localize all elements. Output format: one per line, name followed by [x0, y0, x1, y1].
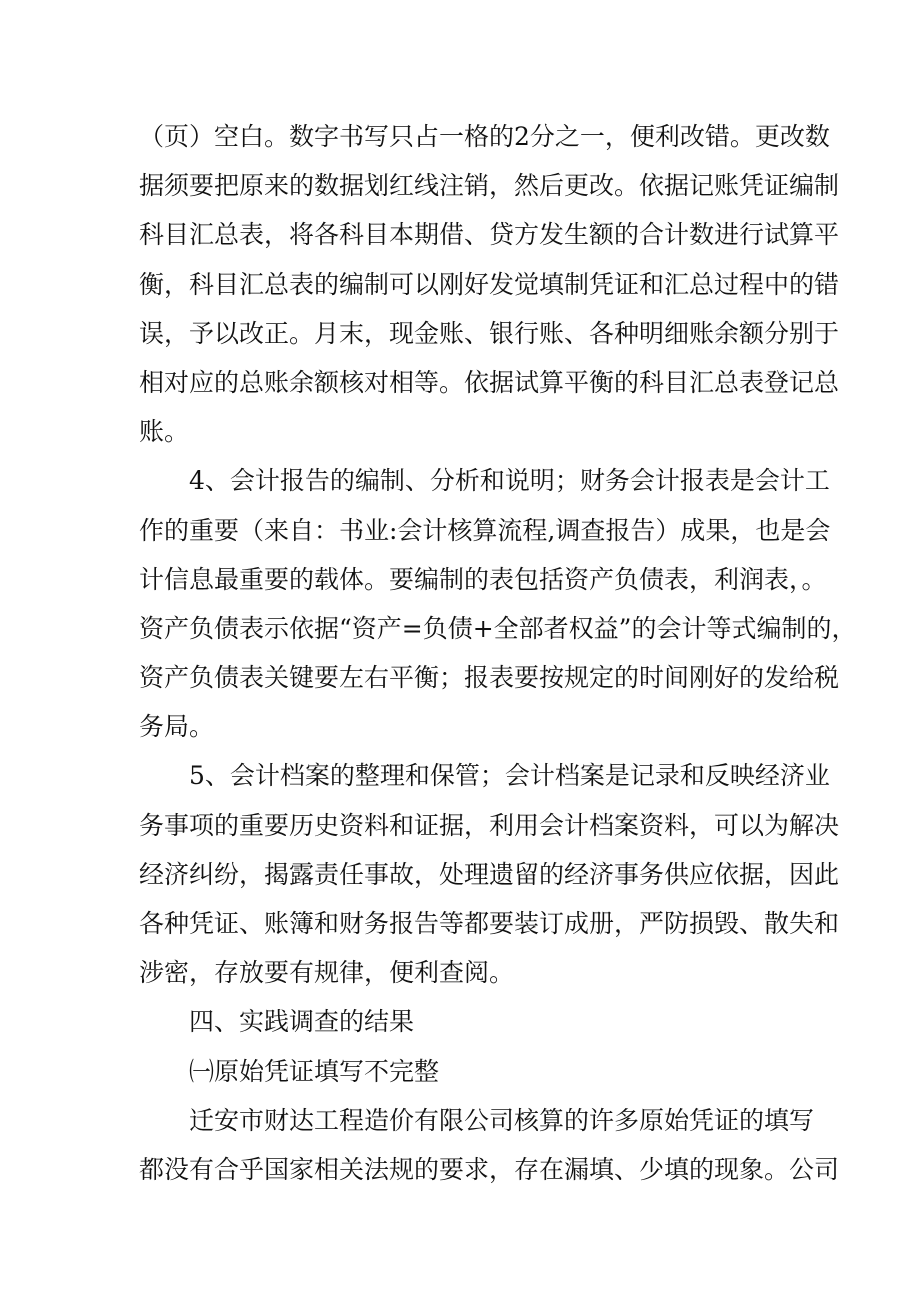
subheading-text: ㈠原始凭证填写不完整 [189, 1056, 440, 1086]
text-line: 各种凭证、账簿和财务报告等都要装订成册，严防损毁、散失和 [139, 909, 840, 938]
subsection-heading [139, 1047, 787, 1096]
text-line: 务事项的重要历史资料和证据，利用会计档案资料，可以为解决 [139, 810, 840, 840]
document-body [139, 112, 857, 1194]
paragraph-findings [139, 1096, 840, 1194]
text-line: 涉密，存放要有规律，便利查阅。 [139, 958, 515, 988]
paragraph-item-5 [139, 751, 840, 997]
paragraph-item-4 [139, 456, 857, 751]
section-heading [139, 997, 787, 1046]
text-line: 4、会计报告的编制、分析和说明；财务会计报表是会计工 [189, 466, 830, 496]
text-line: 据须要把原来的数据划红线注销，然后更改。依据记账凭证编制 [139, 171, 840, 201]
text-line: （页）空白。数字书写只占一格的2分之一，便利改错。更改数 [139, 122, 830, 151]
text-line: 衡，科目汇总表的编制可以刚好发觉填制凭证和汇总过程中的错 [139, 269, 840, 299]
text-line: 科目汇总表，将各科目本期借、贷方发生额的合计数进行试算平 [139, 220, 840, 250]
text-line: 作的重要（来自：书业:会计核算流程,调查报告）成果，也是会 [139, 515, 831, 545]
heading-text: 四、实践调查的结果 [189, 1007, 415, 1037]
text-line: 都没有合乎国家相关法规的要求，存在漏填、少填的现象。公司 [139, 1154, 840, 1184]
text-line: 迁安市财达工程造价有限公司核算的许多原始凭证的填写 [189, 1105, 815, 1135]
text-line: 计信息最重要的载体。要编制的表包括资产负债表，利润表，。 [139, 564, 827, 594]
text-line: 相对应的总账余额核对相等。依据试算平衡的科目汇总表登记总 [139, 367, 840, 397]
text-line: 资产负债表关键要左右平衡；报表要按规定的时间刚好的发给税 [139, 663, 840, 693]
text-line: 务局。 [139, 712, 215, 742]
paragraph-continuation [139, 112, 840, 456]
text-line: 资产负债表示依据“资产=负债+全部者权益”的会计等式编制的， [139, 613, 857, 643]
text-line: 账。 [139, 417, 190, 447]
text-line: 5、会计档案的整理和保管；会计档案是记录和反映经济业 [189, 761, 830, 791]
text-line: 误，予以改正。月末，现金账、银行账、各种明细账余额分别于 [139, 318, 840, 348]
text-line: 经济纠纷，揭露责任事故，处理遗留的经济事务供应依据，因此 [139, 859, 840, 889]
